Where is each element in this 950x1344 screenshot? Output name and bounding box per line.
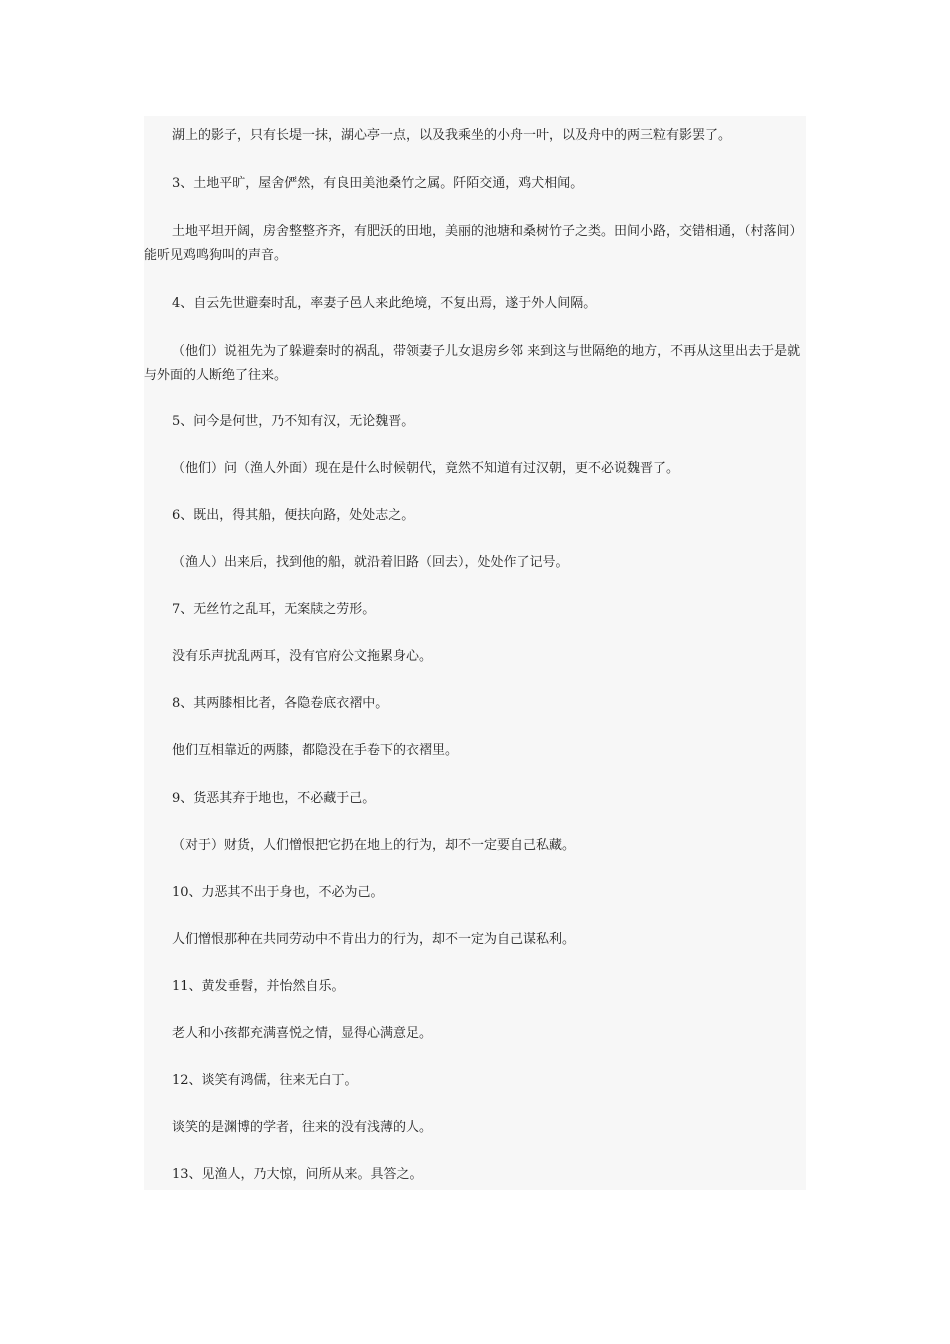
paragraph: （对于）财货，人们憎恨把它扔在地上的行为，却不一定要自己私藏。 [172,838,576,853]
text-block [144,116,806,1190]
paragraph: 3、土地平旷，屋舍俨然，有良田美池桑竹之属。阡陌交通，鸡犬相闻。 [172,176,584,191]
paragraph: （他们）问（渔人外面）现在是什么时候朝代，竟然不知道有过汉朝，更不必说魏晋了。 [172,461,680,476]
paragraph: 老人和小孩都充满喜悦之情，显得心满意足。 [172,1026,433,1041]
paragraph: 土地平坦开阔，房舍整整齐齐，有肥沃的田地，美丽的池塘和桑树竹子之类。田间小路，交错相通，（村落间）能听见鸡鸣狗叫的声音。 [144,224,803,263]
paragraph: 湖上的影子，只有长堤一抹，湖心亭一点，以及我乘坐的小舟一叶，以及舟中的两三粒有影罢了。 [172,128,732,143]
paragraph: 人们憎恨那种在共同劳动中不肯出力的行为，却不一定为自己谋私利。 [172,932,576,947]
paragraph: 他们互相靠近的两膝，都隐没在手卷下的衣褶里。 [172,743,459,758]
paragraph: 5、问今是何世，乃不知有汉，无论魏晋。 [172,414,415,429]
paragraph: 12、谈笑有鸿儒，往来无白丁。 [172,1073,358,1088]
paragraph: （他们）说祖先为了躲避秦时的祸乱，带领妻子儿女退房乡邻 来到这与世隔绝的地方，不再从这里出去于是就与外面的人断绝了往来。 [144,344,801,383]
paragraph: 谈笑的是渊博的学者，往来的没有浅薄的人。 [172,1120,433,1135]
paragraph: 6、既出，得其船，便扶向路，处处志之。 [172,508,415,523]
paragraph: 11、黄发垂髫，并怡然自乐。 [172,979,345,994]
paragraph: （渔人）出来后，找到他的船，就沿着旧路（回去），处处作了记号。 [172,555,569,570]
paragraph: 7、无丝竹之乱耳，无案牍之劳形。 [172,602,376,617]
paragraph: 4、自云先世避秦时乱，率妻子邑人来此绝境，不复出焉，遂于外人间隔。 [172,296,597,311]
paragraph: 8、其两膝相比者，各隐卷底衣褶中。 [172,696,389,711]
paragraph: 13、见渔人，乃大惊，问所从来。具答之。 [172,1167,423,1182]
paragraph: 没有乐声扰乱两耳，没有官府公文拖累身心。 [172,649,433,664]
paragraph: 9、货恶其弃于地也，不必藏于己。 [172,791,376,806]
paragraph: 10、力恶其不出于身也，不必为己。 [172,885,384,900]
